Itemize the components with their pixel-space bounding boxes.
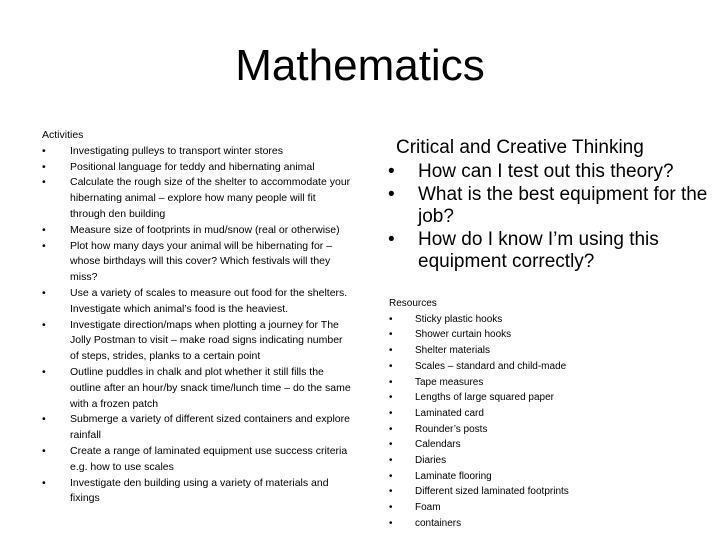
bullet-icon: •	[389, 517, 393, 529]
item-text: Measure size of footprints in mud/snow (real or otherwise)	[70, 223, 340, 236]
item-text: Diaries	[415, 455, 447, 467]
bullet-icon: •	[42, 413, 46, 426]
item-text: Outline puddles in chalk and plot whether it still fills the outline after an hour/by snack time/lunch time – do the same with a frozen patch	[70, 365, 351, 410]
item-text: Laminate flooring	[415, 470, 492, 482]
item-text: Investigate den building using a variety of materials and fixings	[70, 476, 329, 505]
critical-thinking-item	[388, 184, 708, 228]
resource-item	[389, 406, 709, 422]
critical-thinking-item	[388, 161, 708, 183]
item-text: Positional language for teddy and hibernating animal	[70, 160, 315, 173]
activity-item	[42, 412, 352, 444]
activities-section	[42, 128, 352, 507]
resource-item	[389, 484, 709, 500]
bullet-icon: •	[388, 184, 395, 205]
bullet-icon: •	[389, 360, 393, 372]
item-text: Sticky plastic hooks	[415, 313, 503, 325]
item-text: What is the best equipment for the job?	[418, 184, 708, 227]
item-text: Different sized laminated footprints	[415, 486, 569, 498]
activity-item	[42, 476, 352, 508]
item-text: Calculate the rough size of the shelter to accommodate your hibernating animal – explore how many people will fit through den building	[70, 176, 351, 220]
bullet-icon: •	[42, 286, 46, 299]
critical-thinking-section	[388, 137, 708, 274]
critical-thinking-item	[388, 229, 708, 273]
bullet-icon: •	[42, 476, 46, 489]
activity-item	[42, 175, 352, 222]
activity-item	[42, 286, 352, 318]
activities-heading: Activities	[42, 129, 84, 141]
resource-item	[389, 359, 709, 375]
activity-item	[42, 365, 352, 412]
bullet-icon: •	[389, 345, 393, 357]
activity-item	[42, 318, 352, 365]
resources-heading: Resources	[389, 298, 437, 309]
bullet-icon: •	[389, 455, 393, 467]
bullet-icon: •	[42, 318, 46, 331]
resource-item	[389, 327, 709, 343]
bullet-icon: •	[388, 229, 395, 250]
bullet-icon: •	[388, 161, 395, 182]
resources-section	[389, 296, 709, 532]
resource-item	[389, 390, 709, 406]
bullet-icon: •	[389, 376, 393, 388]
item-text: Shelter materials	[415, 345, 491, 357]
activity-item	[42, 144, 352, 160]
item-text: Rounder’s posts	[415, 423, 488, 435]
critical-thinking-list	[388, 161, 708, 273]
item-text: Calendars	[415, 439, 461, 451]
resource-item	[389, 469, 709, 485]
bullet-icon: •	[389, 486, 393, 498]
activities-list	[42, 144, 352, 507]
item-text: Laminated card	[415, 407, 484, 419]
item-text: containers	[415, 517, 462, 529]
bullet-icon: •	[389, 470, 393, 482]
activity-item	[42, 160, 352, 176]
page-title: Mathematics	[235, 41, 485, 90]
resource-item	[389, 453, 709, 469]
bullet-icon: •	[42, 144, 46, 157]
item-text: How do I know I’m using this equipment correctly?	[418, 229, 659, 272]
item-text: Investigating pulleys to transport winter stores	[70, 144, 284, 157]
bullet-icon: •	[389, 407, 393, 419]
bullet-icon: •	[389, 392, 393, 404]
bullet-icon: •	[389, 423, 393, 435]
bullet-icon: •	[42, 160, 46, 173]
resources-list	[389, 312, 709, 532]
bullet-icon: •	[389, 502, 393, 514]
resource-item	[389, 375, 709, 391]
item-text: Foam	[415, 502, 441, 514]
bullet-icon: •	[389, 439, 393, 451]
bullet-icon: •	[42, 365, 46, 378]
item-text: Investigate direction/maps when plotting a journey for The Jolly Postman to visit – make road signs indicating number of steps, strides, planks to a certain point	[70, 318, 343, 363]
item-text: Tape measures	[415, 376, 484, 388]
item-text: Lengths of large squared paper	[415, 392, 554, 404]
item-text: Scales – standard and child-made	[415, 360, 567, 372]
bullet-icon: •	[42, 239, 46, 252]
item-text: Plot how many days your animal will be hibernating for – whose birthdays will this cover? Which festivals will they miss?	[70, 239, 333, 284]
critical-thinking-heading: Critical and Creative Thinking	[396, 137, 644, 158]
activity-item	[42, 444, 352, 476]
resource-item	[389, 343, 709, 359]
activity-item	[42, 239, 352, 286]
bullet-icon: •	[42, 176, 46, 189]
item-text: Submerge a variety of different sized containers and explore rainfall	[70, 413, 350, 442]
resource-item	[389, 422, 709, 438]
item-text: Shower curtain hooks	[415, 329, 512, 341]
item-text: Create a range of laminated equipment use success criteria e.g. how to use scales	[70, 444, 348, 473]
item-text: Use a variety of scales to measure out food for the shelters. Investigate which animal’s food is the heaviest.	[70, 286, 348, 315]
bullet-icon: •	[389, 313, 393, 325]
bullet-icon: •	[389, 329, 393, 341]
resource-item	[389, 312, 709, 328]
resource-item	[389, 516, 709, 532]
resource-item	[389, 437, 709, 453]
bullet-icon: •	[42, 444, 46, 457]
item-text: How can I test out this theory?	[418, 161, 674, 182]
resource-item	[389, 500, 709, 516]
bullet-icon: •	[42, 223, 46, 236]
activity-item	[42, 223, 352, 239]
